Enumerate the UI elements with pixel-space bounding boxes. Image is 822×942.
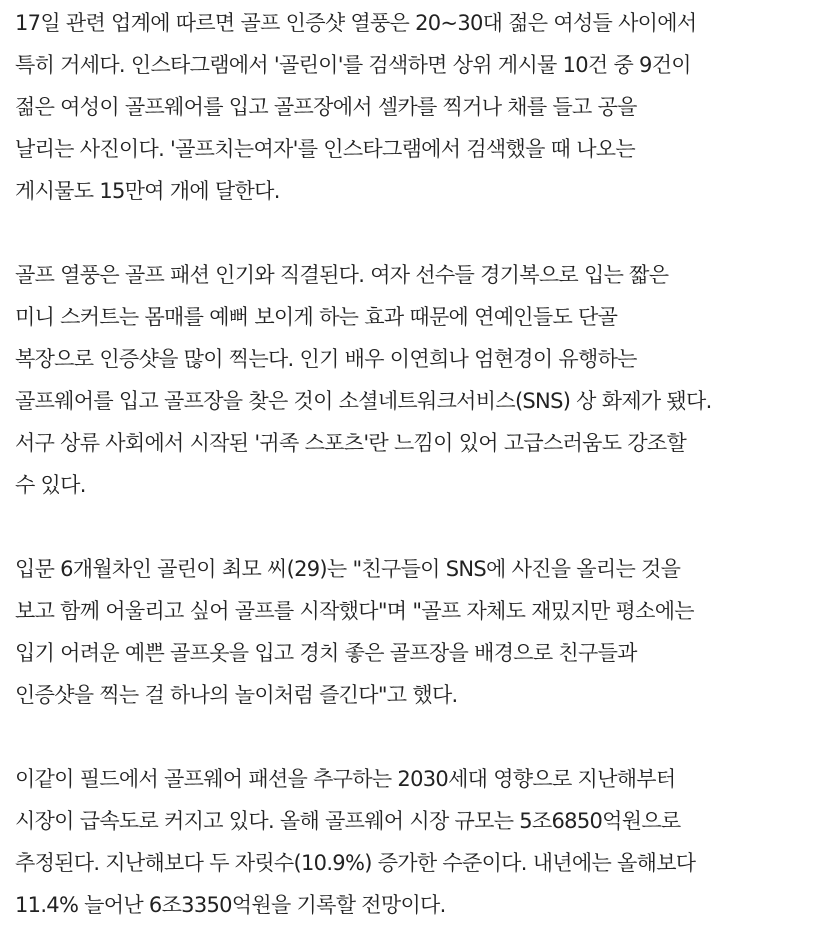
paragraph-1 (15, 2, 822, 212)
text-line: 미니 스커트는 몸매를 예뻐 보이게 하는 효과 때문에 연예인들도 단골 (15, 305, 618, 329)
text-line: 날리는 사진이다. '골프치는여자'를 인스타그램에서 검색했을 때 나오는 (15, 137, 635, 161)
text-line: 골프웨어를 입고 골프장을 찾은 것이 소셜네트워크서비스(SNS) 상 화제가 됐다. (15, 389, 712, 413)
text-line: 특히 거세다. 인스타그램에서 '골린이'를 검색하면 상위 게시물 10건 중 9건이 (15, 53, 691, 77)
text-line: 복장으로 인증샷을 많이 찍는다. 인기 배우 이연희나 엄현경이 유행하는 (15, 347, 637, 371)
text-line: 입문 6개월차인 골린이 최모 씨(29)는 "친구들이 SNS에 사진을 올리는 것을 (15, 557, 681, 581)
text-line: 보고 함께 어울리고 싶어 골프를 시작했다"며 "골프 자체도 재밌지만 평소에는 (15, 599, 694, 623)
text-line: 시장이 급속도로 커지고 있다. 올해 골프웨어 시장 규모는 5조6850억원으로 (15, 809, 681, 833)
text-line: 서구 상류 사회에서 시작된 '귀족 스포츠'란 느낌이 있어 고급스러움도 강조할 (15, 431, 687, 455)
text-line: 추정된다. 지난해보다 두 자릿수(10.9%) 증가한 수준이다. 내년에는 올해보다 (15, 851, 696, 875)
text-line: 게시물도 15만여 개에 달한다. (15, 179, 280, 203)
text-line: 젊은 여성이 골프웨어를 입고 골프장에서 셀카를 찍거나 채를 들고 공을 (15, 95, 637, 119)
text-line: 11.4% 늘어난 6조3350억원을 기록할 전망이다. (15, 893, 446, 917)
paragraph-4 (15, 758, 822, 926)
text-line: 17일 관련 업계에 따르면 골프 인증샷 열풍은 20~30대 젊은 여성들 사이에서 (15, 11, 697, 35)
text-line: 이같이 필드에서 골프웨어 패션을 추구하는 2030세대 영향으로 지난해부터 (15, 767, 676, 791)
text-line: 인증샷을 찍는 걸 하나의 놀이처럼 즐긴다"고 했다. (15, 683, 458, 707)
text-line: 골프 열풍은 골프 패션 인기와 직결된다. 여자 선수들 경기복으로 입는 짧은 (15, 263, 669, 287)
paragraph-2 (15, 254, 822, 506)
text-line: 수 있다. (15, 473, 86, 497)
text-line: 입기 어려운 예쁜 골프옷을 입고 경치 좋은 골프장을 배경으로 친구들과 (15, 641, 637, 665)
paragraph-3 (15, 548, 822, 716)
